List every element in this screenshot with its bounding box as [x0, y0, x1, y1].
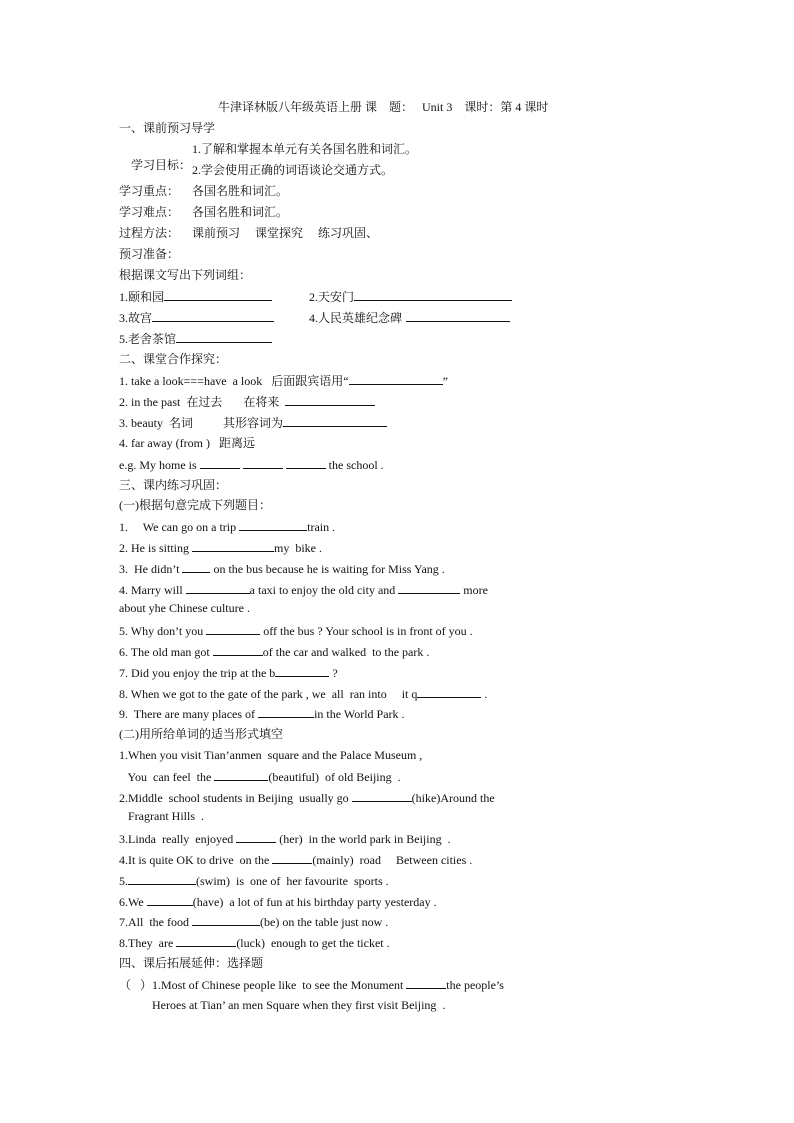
answer-blank[interactable] [176, 330, 272, 343]
answer-blank[interactable] [213, 643, 263, 656]
explore-item-2: 2. in the past 在过去 在将来 [119, 393, 375, 409]
key-point-label: 学习重点： [119, 184, 180, 198]
exercise-5: 5. Why don’t you off the bus ? Your school is in front of you . [119, 624, 473, 638]
goal-label: 学习目标： [131, 158, 192, 172]
sub-section-1-heading: (一)根据句意完成下列题目： [119, 498, 271, 512]
fill-6: 6.We (have) a lot of fun at his birthday party yesterday . [119, 895, 437, 909]
explore-item-3: 3. beauty 名词 其形容词为 [119, 414, 387, 430]
section-1-heading: 一、课前预习导学 [119, 121, 216, 135]
difficulty-text: 各国名胜和词汇。 [192, 205, 289, 219]
answer-blank[interactable] [286, 456, 326, 469]
explore-item-1: 1. take a look===have a look 后面跟宾语用“ ” [119, 374, 448, 388]
exercise-9: 9. There are many places of in the World Park . [119, 707, 405, 721]
answer-blank[interactable] [398, 581, 460, 594]
exercise-1: 1. We can go on a trip train . [119, 520, 336, 534]
explore-item-4: 4. far away (from ) 距离远 [119, 436, 255, 450]
section-3-heading: 三、课内练习巩固： [119, 478, 228, 492]
fill-1: 1.When you visit Tian’anmen square and the Palace Museum , [119, 748, 423, 762]
answer-blank[interactable] [200, 456, 240, 469]
section-2-heading: 二、课堂合作探究： [119, 352, 228, 366]
answer-blank[interactable] [275, 664, 329, 677]
sub-section-2-heading: (二)用所给单词的适当形式填空 [119, 727, 283, 741]
exercise-8: 8. When we got to the gate of the park , we all ran into it q . [119, 687, 488, 701]
answer-blank[interactable] [239, 518, 307, 531]
vocab-item-4: 4.人民英雄纪念碑 [309, 309, 510, 325]
choice-1-cont: Heroes at Tian’ an men Square when they first visit Beijing . [152, 998, 446, 1012]
vocab-item-3: 3.故宫 [119, 309, 274, 325]
answer-blank[interactable] [283, 414, 387, 427]
answer-blank[interactable] [272, 851, 312, 864]
fill-7: 7.All the food (be) on the table just now . [119, 915, 389, 929]
fill-4: 4.It is quite OK to drive on the (mainly) road Between cities . [119, 853, 473, 867]
answer-blank[interactable] [406, 976, 446, 989]
answer-blank[interactable] [192, 539, 274, 552]
answer-blank[interactable] [349, 372, 443, 385]
exercise-7: 7. Did you enjoy the trip at the b ? [119, 666, 338, 680]
answer-blank[interactable] [128, 872, 196, 885]
answer-blank[interactable] [354, 288, 512, 301]
answer-blank[interactable] [147, 893, 193, 906]
vocab-instruction: 根据课文写出下列词组： [119, 268, 252, 282]
prep-label: 预习准备： [119, 247, 180, 261]
exercise-4-cont: about yhe Chinese culture . [119, 601, 250, 615]
answer-blank[interactable] [214, 768, 268, 781]
key-point-text: 各国名胜和词汇。 [192, 184, 289, 198]
goal-2: 2.学会使用正确的词语谈论交通方式。 [192, 163, 394, 177]
exercise-2: 2. He is sitting my bike . [119, 541, 323, 555]
vocab-item-5: 5.老舍茶馆 [119, 330, 272, 346]
page-title: 牛津译林版八年级英语上册 课 题： Unit 3 课时：第 4 课时 [218, 100, 549, 114]
exercise-6: 6. The old man got of the car and walked to the park . [119, 645, 430, 659]
answer-blank[interactable] [236, 830, 276, 843]
fill-2-cont: Fragrant Hills . [119, 809, 204, 823]
fill-8: 8.They are (luck) enough to get the ticket . [119, 936, 390, 950]
difficulty-label: 学习难点： [119, 205, 180, 219]
choice-1: （ ）1.Most of Chinese people like to see the Monument the people’s [119, 978, 504, 992]
learning-goal-row [119, 141, 192, 172]
answer-blank[interactable] [182, 560, 210, 573]
explore-example: e.g. My home is the school . [119, 458, 384, 472]
answer-blank[interactable] [417, 685, 481, 698]
answer-blank[interactable] [186, 581, 250, 594]
answer-blank[interactable] [285, 393, 375, 406]
answer-blank[interactable] [176, 934, 236, 947]
fill-3: 3.Linda really enjoyed (her) in the world park in Beijing . [119, 832, 451, 846]
vocab-item-2: 2.天安门 [309, 288, 512, 304]
exercise-3: 3. He didn’t on the bus because he is waiting for Miss Yang . [119, 562, 445, 576]
fill-5: 5. (swim) is one of her favourite sports . [119, 874, 389, 888]
answer-blank[interactable] [192, 913, 260, 926]
answer-blank[interactable] [164, 288, 272, 301]
answer-blank[interactable] [406, 309, 510, 322]
answer-blank[interactable] [258, 705, 314, 718]
answer-blank[interactable] [206, 622, 260, 635]
answer-blank[interactable] [152, 309, 274, 322]
section-4-heading: 四、课后拓展延伸：选择题 [119, 956, 264, 970]
method-text: 课前预习 课堂探究 练习巩固、 [192, 226, 379, 240]
fill-1-cont: You can feel the (beautiful) of old Beijing . [119, 770, 401, 784]
answer-blank[interactable] [243, 456, 283, 469]
goal-1: 1.了解和掌握本单元有关各国名胜和词汇。 [192, 142, 418, 156]
answer-blank[interactable] [352, 789, 412, 802]
vocab-item-1: 1.颐和园 [119, 288, 272, 304]
fill-2: 2.Middle school students in Beijing usually go (hike)Around the [119, 791, 495, 805]
method-label: 过程方法： [119, 226, 180, 240]
exercise-4: 4. Marry will a taxi to enjoy the old city and more [119, 583, 488, 597]
